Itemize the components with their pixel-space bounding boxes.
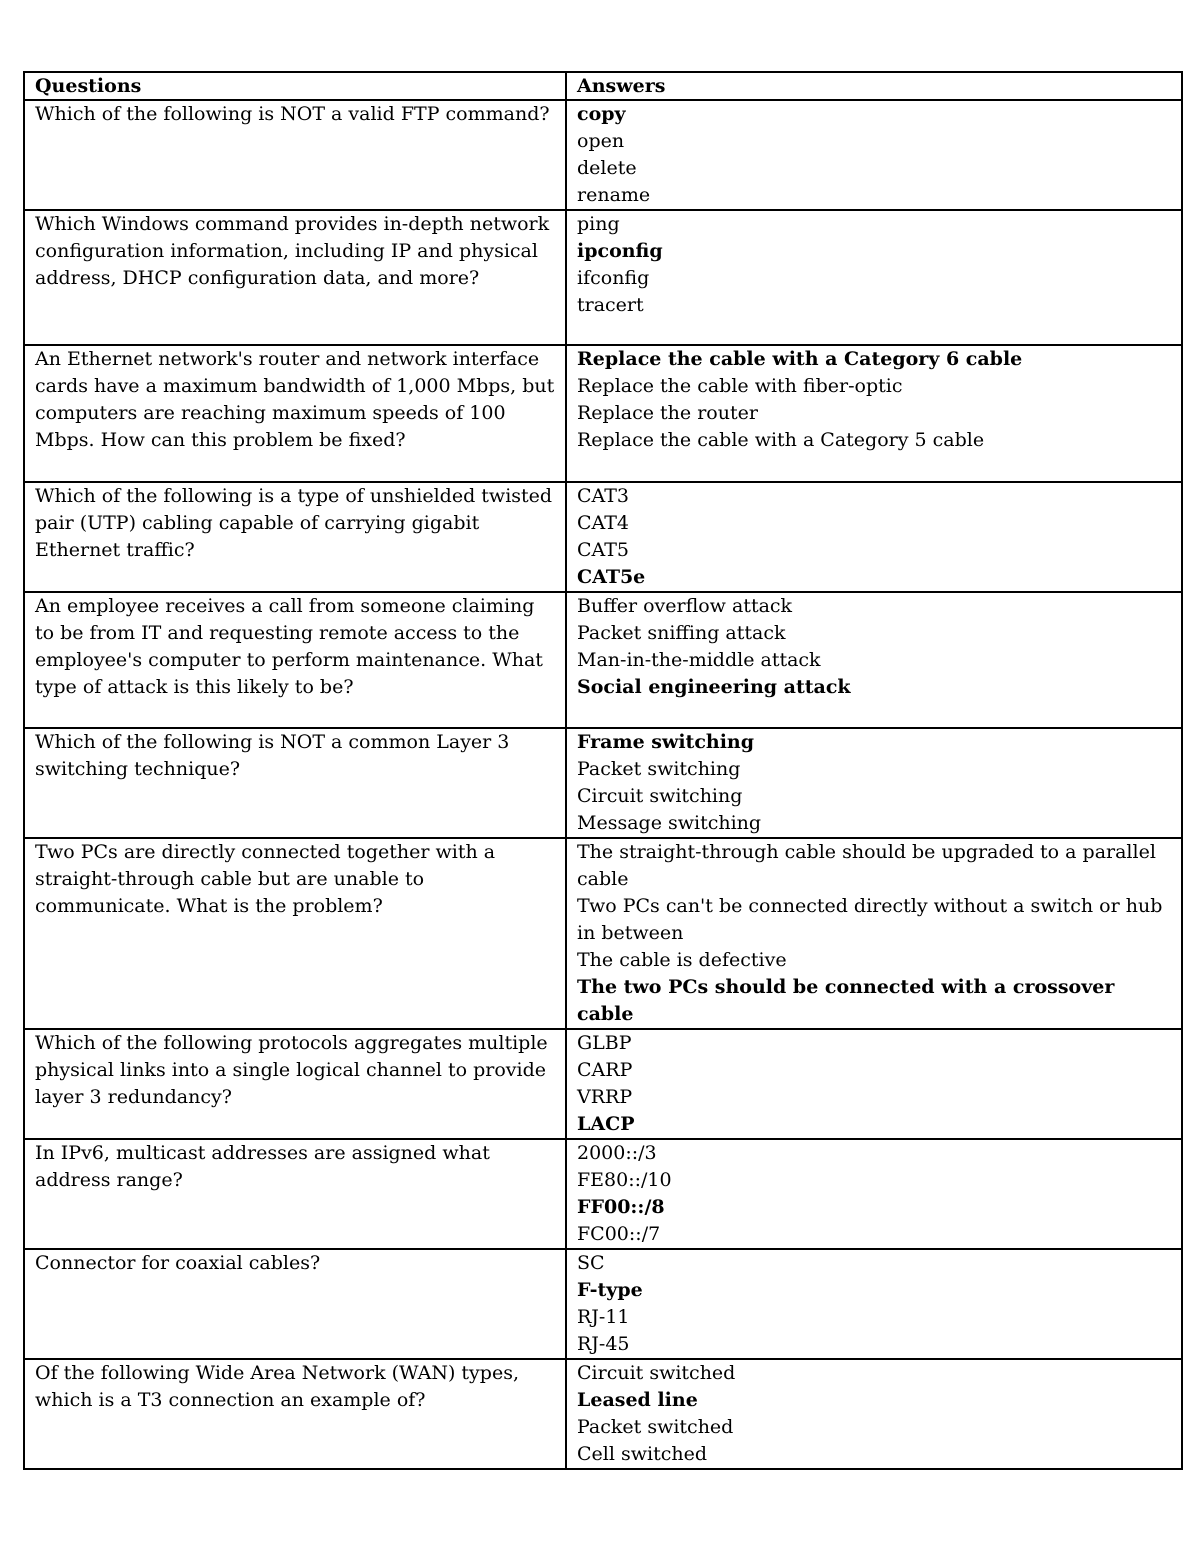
correct-answer: ipconfig [577,240,663,262]
answer-option: tracert [577,294,644,316]
answers-cell [566,345,1182,482]
question-text: Connector for coaxial cables? [35,1252,321,1274]
correct-answer: F-type [577,1279,643,1301]
answer-option: SC [577,1252,605,1274]
table-row [24,1359,1182,1469]
table-row [24,728,1182,838]
qa-table [23,71,1183,1470]
answer-option: open [577,130,625,152]
question-cell [24,100,566,210]
answer-option: Packet switched [577,1416,734,1438]
correct-answer: LACP [577,1113,635,1135]
question-cell [24,210,566,345]
answer-option: Replace the cable with fiber-optic [577,375,903,397]
table-row [24,1249,1182,1359]
answer-option: CARP [577,1059,633,1081]
question-text: Which of the following protocols aggregates multiple physical links into a single logical channel to provide layer 3 redundancy? [35,1032,548,1108]
answers-cell [566,1249,1182,1359]
answers-cell [566,100,1182,210]
answer-option: Replace the router [577,402,758,424]
answers-cell [566,838,1182,1029]
question-cell [24,1139,566,1249]
answer-option: GLBP [577,1032,632,1054]
correct-answer: Frame switching [577,731,755,753]
table-row [24,1029,1182,1139]
answer-option: Man-in-the-middle attack [577,649,821,671]
answer-option: ifconfig [577,267,650,289]
question-cell [24,345,566,482]
answers-cell [566,1029,1182,1139]
question-text: Which of the following is NOT a valid FTP command? [35,103,550,125]
table-row [24,838,1182,1029]
answer-option: Replace the cable with a Category 5 cable [577,429,985,451]
answer-option: Packet switching [577,758,741,780]
question-text: Which Windows command provides in-depth network configuration information, including IP and physical address, DHCP configuration data, and more? [35,213,550,289]
answer-option: VRRP [577,1086,633,1108]
answer-option: Two PCs can't be connected directly without a switch or hub in between [577,895,1163,944]
question-text: Which of the following is a type of unshielded twisted pair (UTP) cabling capable of carrying gigabit Ethernet traffic? [35,485,553,561]
question-text: Which of the following is NOT a common Layer 3 switching technique? [35,731,510,780]
header-row [24,72,1182,100]
correct-answer: copy [577,103,626,125]
table-row [24,210,1182,345]
answer-option: Buffer overflow attack [577,595,793,617]
question-text: An employee receives a call from someone claiming to be from IT and requesting remote access to the employee's computer to perform maintenance. What type of attack is this likely to be? [35,595,543,698]
table-row [24,1139,1182,1249]
question-cell [24,482,566,592]
question-text: In IPv6, multicast addresses are assigned what address range? [35,1142,490,1191]
answer-option: 2000::/3 [577,1142,657,1164]
questions-header: Questions [24,72,566,100]
answer-option: RJ-45 [577,1333,630,1355]
question-cell [24,1029,566,1139]
answer-option: CAT4 [577,512,629,534]
answer-option: RJ-11 [577,1306,630,1328]
correct-answer: The two PCs should be connected with a crossover cable [577,976,1115,1025]
question-cell [24,838,566,1029]
table-row [24,482,1182,592]
answer-option: Packet sniffing attack [577,622,786,644]
question-text: Two PCs are directly connected together with a straight-through cable but are unable to communicate. What is the problem? [35,841,496,917]
answers-cell [566,482,1182,592]
answer-option: FE80::/10 [577,1169,672,1191]
correct-answer: Replace the cable with a Category 6 cable [577,348,1023,370]
answer-option: rename [577,184,651,206]
question-cell [24,1249,566,1359]
correct-answer: FF00::/8 [577,1196,665,1218]
answer-option: Circuit switched [577,1362,736,1384]
answer-option: Circuit switching [577,785,743,807]
answers-header: Answers [566,72,1182,100]
answer-option: ping [577,213,620,235]
question-text: Of the following Wide Area Network (WAN) types, which is a T3 connection an example of? [35,1362,519,1411]
correct-answer: Leased line [577,1389,698,1411]
table-row [24,345,1182,482]
question-text: An Ethernet network's router and network interface cards have a maximum bandwidth of 1,000 Mbps, but computers are reaching maximum speeds of 100 Mbps. How can this problem be fixed? [35,348,555,451]
correct-answer: Social engineering attack [577,676,851,698]
question-cell [24,592,566,728]
answers-cell [566,210,1182,345]
correct-answer: CAT5e [577,566,646,588]
answer-option: delete [577,157,637,179]
table-body [24,100,1182,1469]
answer-option: Message switching [577,812,762,834]
table-header [24,72,1182,100]
answer-option: The straight-through cable should be upgraded to a parallel cable [577,841,1156,890]
table-row [24,592,1182,728]
question-cell [24,1359,566,1469]
answers-cell [566,728,1182,838]
answer-option: Cell switched [577,1443,707,1465]
answers-cell [566,1139,1182,1249]
answers-cell [566,592,1182,728]
answer-option: CAT5 [577,539,629,561]
table-row [24,100,1182,210]
question-cell [24,728,566,838]
answer-option: CAT3 [577,485,629,507]
answer-option: The cable is defective [577,949,787,971]
answers-cell [566,1359,1182,1469]
answer-option: FC00::/7 [577,1223,661,1245]
